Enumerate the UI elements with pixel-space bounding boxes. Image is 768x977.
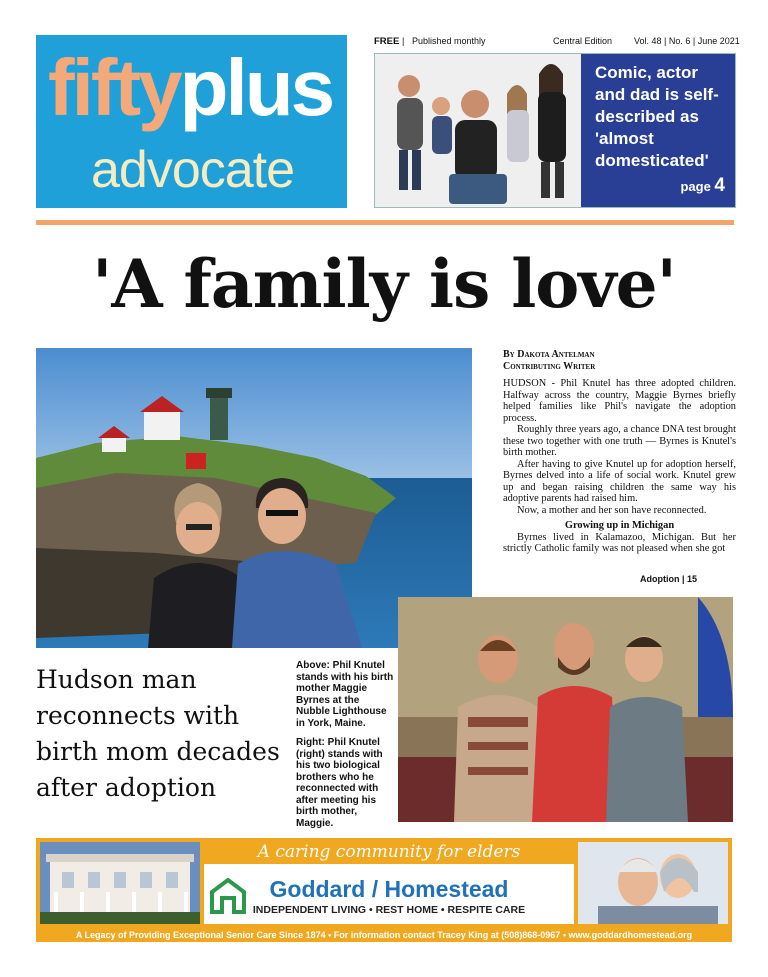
jump-line[interactable]: Adoption | 15 <box>640 574 698 584</box>
separator: | <box>402 36 405 46</box>
caption-right: Right: Phil Knutel (right) stands with his two biological brothers who he reconnected with after meeting his birth mother, Maggie. <box>296 737 383 829</box>
free-label: FREE <box>374 36 400 47</box>
teaser-family-photo <box>375 54 581 207</box>
ad-brand-name: Goddard / Homestead <box>269 876 509 902</box>
photo-captions <box>296 660 396 837</box>
ad-tagline: A caring community for elders <box>204 840 574 864</box>
lighthouse-tower <box>210 396 228 440</box>
section-heading: Growing up in Michigan <box>564 520 675 531</box>
byline <box>503 349 595 373</box>
caption-above: Above: Phil Knutel stands with his birth mother Maggie Byrnes at the Nubble Lighthouse in York, Maine. <box>296 660 394 729</box>
person-girl <box>507 85 529 162</box>
teaser-page-number: 4 <box>714 175 725 196</box>
red-shed <box>186 453 206 469</box>
ad-services: INDEPENDENT LIVING • REST HOME • RESPITE CARE <box>252 904 526 916</box>
headline: 'A family is love' <box>92 245 676 323</box>
article-paragraph: Now, a mother and her son have reconnected. <box>517 504 707 516</box>
advertisement-banner[interactable] <box>36 838 732 942</box>
article-body <box>503 378 736 555</box>
logo-plus: plus <box>179 43 333 132</box>
teaser-box[interactable] <box>374 53 736 208</box>
published-label: Published monthly <box>412 36 486 46</box>
keeper-house <box>144 410 180 440</box>
ad-footer[interactable]: A Legacy of Providing Exceptional Senior Care Since 1874 • For information contact Tracey King at (508)868-0967 • www.goddardhomestead.org <box>75 930 693 940</box>
logo-fifty: fifty <box>48 43 180 132</box>
article-paragraph: Roughly three years ago, a chance DNA test brought these two together with one truth — Byrnes is Knutel's birth mother. <box>503 424 737 458</box>
person-boy-small <box>432 97 452 154</box>
edition-label: Central Edition <box>553 36 613 46</box>
teaser-text: Comic, actor and dad is self-described as 'almost domesticated' <box>595 63 719 170</box>
logo-wordmark <box>48 43 332 133</box>
article-paragraph: Byrnes lived in Kalamazoo, Michigan. But her strictly Catholic family was not pleased when she got <box>503 531 736 554</box>
ad-building-photo <box>40 842 200 924</box>
article-paragraph: After having to give Knutel up for adoption herself, Byrnes delved into a life of social work. Knutel grew up and began raising children the same way his adoptive parents had raised him. <box>503 458 736 504</box>
logo-advocate: advocate <box>91 141 295 199</box>
byline-role: Contributing Writer <box>503 361 596 372</box>
brothers-photo <box>398 597 733 822</box>
teaser-text-box <box>581 54 735 207</box>
header-rule <box>36 220 734 225</box>
teaser-page-ref <box>680 175 725 197</box>
byline-name: By Dakota Antelman <box>503 349 595 360</box>
masthead-logo <box>36 35 347 208</box>
subheadline: Hudson man reconnects with birth mom decades after adoption <box>36 665 280 802</box>
issue-label: Vol. 48 | No. 6 | June 2021 <box>634 36 740 46</box>
ad-couple-photo <box>578 842 728 924</box>
article-paragraph: HUDSON - Phil Knutel has three adopted children. Halfway across the country, Maggie Byrnes briefly helped families like Phil's navigate the adoption process. <box>503 378 736 424</box>
teaser-page-label: page <box>680 179 711 194</box>
